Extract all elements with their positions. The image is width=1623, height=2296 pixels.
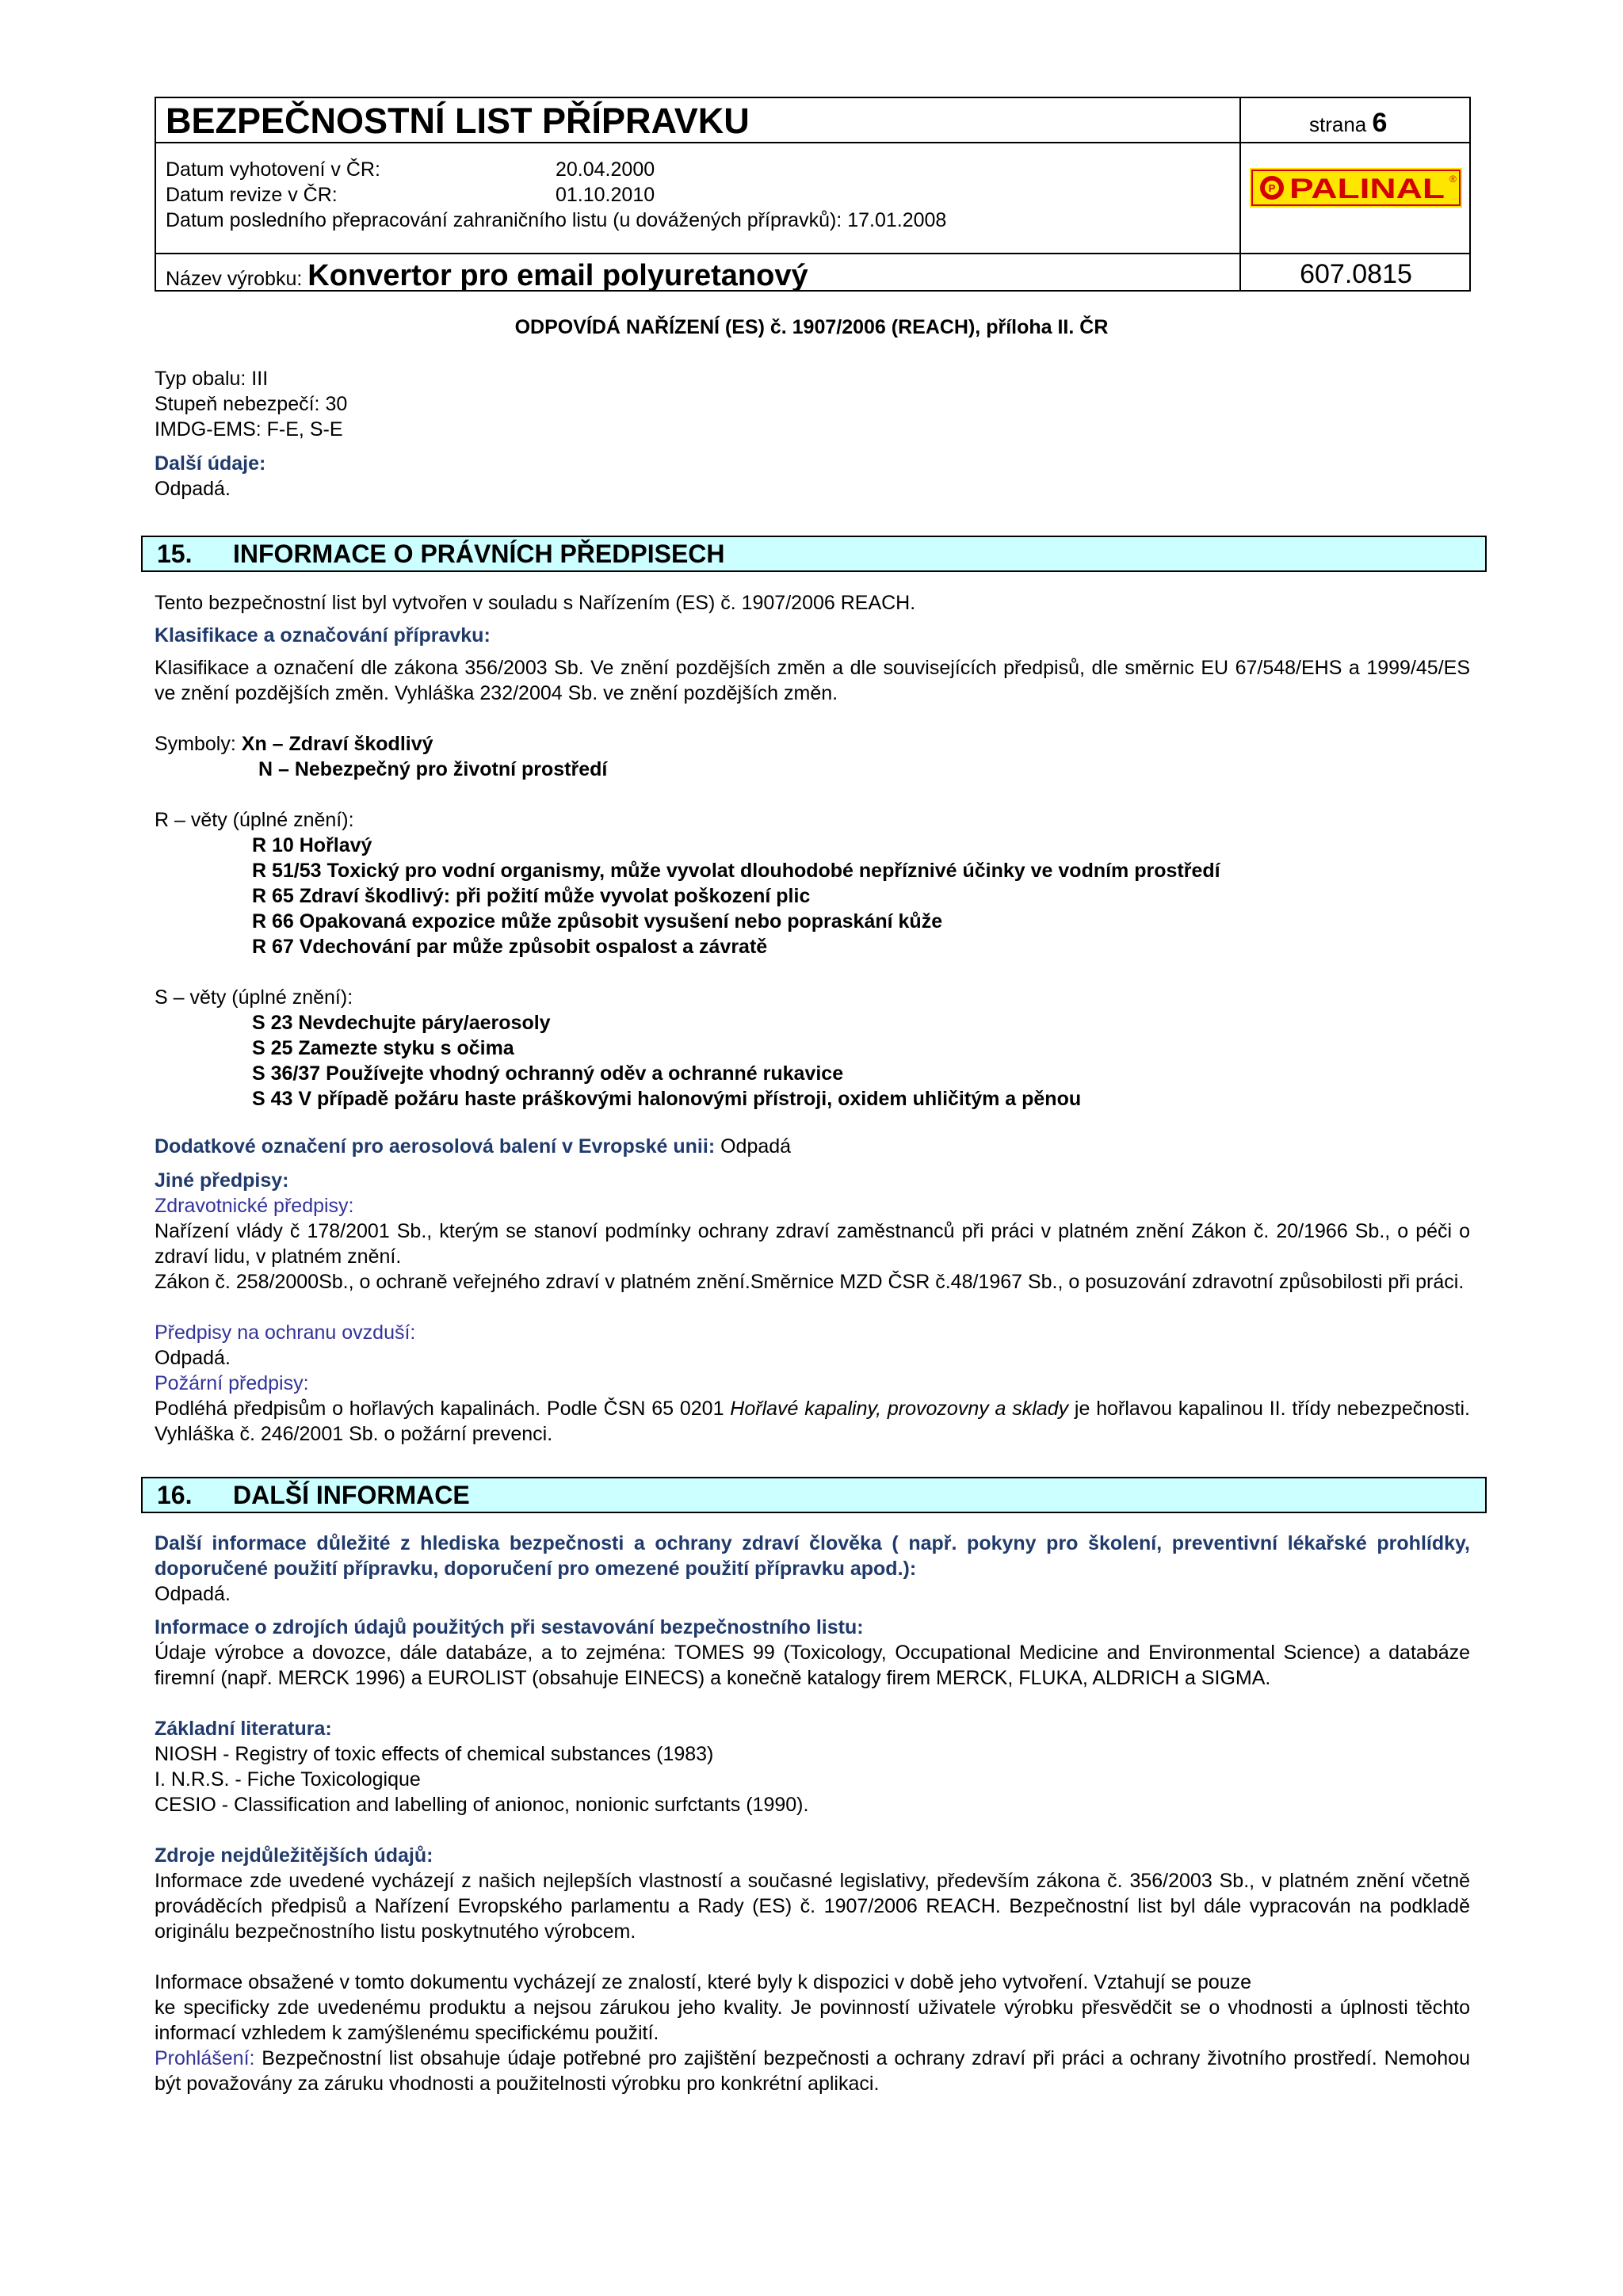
date-value: 01.10.2010 — [556, 184, 655, 206]
health-heading: Zdravotnické předpisy: — [155, 1195, 354, 1217]
classification-text: Klasifikace a označení dle zákona 356/2003 Sb. Ve znění pozdějších změn a dle souvisejících předpisů, dle směrnic EU 67/548/EHS a 1999/45/ES ve znění pozdějších změn. Vyhláška 232/2004 Sb. ve znění pozdějších změn. — [155, 657, 1470, 704]
declaration-label: Prohlášení: — [155, 2047, 255, 2069]
declaration-text: Bezpečnostní list obsahuje údaje potřebné pro zajištění bezpečnosti a ochrany zdraví při práci a ochrany životního prostředí. Nemohou být považovány za záruku vhodnosti a použitelnosti výrobku pro konkrétní aplikaci. — [155, 2047, 1470, 2095]
literature-item: I. N.R.S. - Fiche Toxicologique — [155, 1768, 421, 1791]
palinal-logo — [1250, 168, 1462, 208]
s-phrase: S 23 Nevdechujte páry/aerosoly — [252, 1012, 551, 1034]
r-phrase: R 10 Hořlavý — [252, 834, 372, 856]
r-phrase: R 66 Opakovaná expozice může způsobit vysušení nebo popraskání kůže — [252, 910, 943, 933]
header-table — [155, 97, 1471, 292]
transport-block — [155, 366, 1470, 442]
symbols-row — [155, 731, 1470, 757]
r-phrases-label: R – věty (úplné znění): — [155, 809, 354, 831]
symbol-item: N – Nebezpečný pro životní prostředí — [258, 758, 608, 780]
date-label: Datum revize v ČR: — [166, 184, 338, 206]
section-number: 16. — [157, 1481, 193, 1509]
fire-text-italic: Hořlavé kapaliny, provozovny a sklady — [730, 1398, 1069, 1420]
key-sources-text: Informace zde uvedené vycházejí z našich nejlepších vlastností a současné legislativy, především zákona č. 356/2003 Sb., v platném znění včetně prováděcích předpisů a Nařízení Evropského parlamentu a Rady (ES) č. 1907/2006 REACH. Bezpečnostní list byl dále vypracován na podkladě originálu bezpečnostního listu poskytnutého výrobcem. — [155, 1870, 1470, 1943]
section-number: 15. — [157, 540, 193, 568]
declaration — [155, 2046, 1470, 2096]
aerosol-value: Odpadá — [715, 1135, 792, 1158]
s15-intro: Tento bezpečnostní list byl vytvořen v souladu s Nařízením (ES) č. 1907/2006 REACH. — [155, 592, 916, 614]
product-label: Název výrobku: — [166, 268, 303, 290]
fire-text-a: Podléhá předpisům o hořlavých kapalinách. Podle ČSN 65 0201 — [155, 1398, 731, 1420]
symbol-item: Xn – Zdraví škodlivý — [241, 733, 433, 755]
key-sources-heading: Zdroje nejdůležitějších údajů: — [155, 1844, 433, 1867]
r-phrase: R 51/53 Toxický pro vodní organismy, může vyvolat dlouhodobé nepříznivé účinky ve vodním prostředí — [252, 860, 1220, 882]
logo-text: PALINAL — [1289, 174, 1445, 204]
s-phrases-label: S – věty (úplné znění): — [155, 986, 353, 1009]
s-phrase: S 43 V případě požáru haste práškovými halonovými přístroji, oxidem uhličitým a pěnou — [252, 1088, 1082, 1110]
literature-heading: Základní literatura: — [155, 1718, 332, 1740]
classification-heading: Klasifikace a označování přípravku: — [155, 624, 491, 646]
transport-line: Stupeň nebezpečí: 30 — [155, 393, 348, 415]
page-label: strana — [1309, 113, 1367, 136]
r-phrase: R 67 Vdechování par může způsobit ospalost a závratě — [252, 936, 768, 958]
product-name: Konvertor pro email polyuretanový — [307, 259, 808, 292]
product-code: 607.0815 — [1300, 259, 1412, 289]
info-line-1: Informace obsažené v tomto dokumentu vycházejí ze znalostí, které byly k dispozici v době jeho vytvoření. Vztahují se pouze — [155, 1971, 1252, 1993]
date-row — [166, 182, 946, 208]
air-heading: Předpisy na ochranu ovzduší: — [155, 1322, 416, 1344]
section-15-header — [141, 536, 1487, 572]
literature-item: NIOSH - Registry of toxic effects of chemical substances (1983) — [155, 1743, 714, 1765]
r-phrases-list — [252, 833, 1465, 959]
r-phrase: R 65 Zdraví škodlivý: při požití může vyvolat poškození plic — [252, 885, 811, 907]
health-text-2: Zákon č. 258/2000Sb., o ochraně veřejného zdraví v platném znění.Směrnice MZD ČSR č.48/1967 Sb., o posuzování zdravotní způsobilosti při práci. — [155, 1271, 1465, 1293]
document-title: BEZPEČNOSTNÍ LIST PŘÍPRAVKU — [166, 101, 750, 141]
fire-heading: Požární předpisy: — [155, 1372, 309, 1394]
symbols-label: Symboly: — [155, 733, 236, 755]
logo-reg: ® — [1449, 174, 1457, 185]
s-phrase: S 25 Zamezte styku s očima — [252, 1037, 514, 1059]
date-row — [166, 157, 946, 182]
date-label: Datum vyhotovení v ČR: — [166, 158, 380, 181]
sources-heading: Informace o zdrojích údajů použitých při sestavování bezpečnostního listu: — [155, 1616, 864, 1638]
s-phrase: S 36/37 Používejte vhodný ochranný oděv a ochranné rukavice — [252, 1062, 844, 1085]
health-text-1: Nařízení vlády č 178/2001 Sb., kterým se stanoví podmínky ochrany zdraví zaměstnanců při práci v platném znění Zákon č. 20/1966 Sb., o péči o zdraví lidu, v platném znění. — [155, 1220, 1470, 1268]
product-row — [166, 260, 808, 295]
foreign-date: Datum posledního přepracování zahraničního listu (u dovážených přípravků): 17.01.2008 — [166, 209, 947, 231]
section-title: INFORMACE O PRÁVNÍCH PŘEDPISECH — [233, 540, 725, 568]
important-info-heading: Další informace důležité z hlediska bezpečnosti a ochrany zdraví člověka ( např. pokyny pro školení, preventivní lékařské prohlídky, doporučené použití přípravku, doporučení pro omezené použití přípravku apod.): — [155, 1532, 1470, 1580]
s-phrases-list — [252, 1010, 1465, 1112]
reach-line: ODPOVÍDÁ NAŘÍZENÍ (ES) č. 1907/2006 (REACH), příloha II. ČR — [514, 316, 1109, 338]
fire-text-b: je hořlavou kapalinou II. třídy nebezpečnosti. Vyhláška č. 246/2001 Sb. o požární prevenci. — [155, 1398, 1470, 1445]
sources-text: Údaje výrobce a dovozce, dále databáze, a to zejména: TOMES 99 (Toxicology, Occupational Medicine and Environmental Science) a databáze firemní (např. MERCK 1996) a EUROLIST (obsahuje EINECS) a konečně katalogy firem MERCK, FLUKA, ALDRICH a SIGMA. — [155, 1642, 1470, 1689]
info-text: ke specificky zde uvedenému produktu a nejsou zárukou jeho kvality. Je povinností uživatele výrobku přesvědčit se o vhodnosti a úplnosti těchto informací vzhledem k zamýšlenému specifickému použití. — [155, 1997, 1470, 2044]
date-value: 20.04.2000 — [556, 158, 655, 181]
other-regulations-heading: Jiné předpisy: — [155, 1169, 289, 1192]
fire-text — [155, 1396, 1470, 1447]
health-text — [155, 1219, 1470, 1295]
transport-line: Typ obalu: III — [155, 368, 269, 390]
header-rule-bottom — [156, 253, 1469, 254]
page-number: 6 — [1372, 108, 1388, 138]
aerosol-row — [155, 1134, 1470, 1159]
literature-list — [155, 1741, 1470, 1817]
literature-item: CESIO - Classification and labelling of anionoc, nonionic surfctants (1990). — [155, 1794, 809, 1816]
section-16-header — [141, 1477, 1487, 1513]
important-info-value: Odpadá. — [155, 1583, 231, 1605]
air-value: Odpadá. — [155, 1347, 231, 1369]
dates-block — [166, 157, 946, 233]
section-title: DALŠÍ INFORMACE — [233, 1481, 470, 1509]
other-data-heading: Další údaje: — [155, 452, 266, 475]
other-data-value: Odpadá. — [155, 478, 231, 500]
page-indicator — [1309, 109, 1387, 138]
transport-line: IMDG-EMS: F-E, S-E — [155, 418, 343, 441]
aerosol-heading: Dodatkové označení pro aerosolová balení v Evropské unii: — [155, 1135, 716, 1158]
svg-text:P: P — [1268, 182, 1276, 194]
